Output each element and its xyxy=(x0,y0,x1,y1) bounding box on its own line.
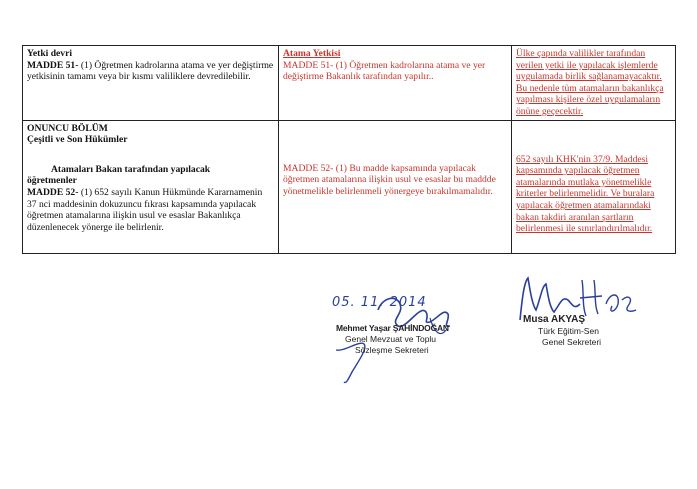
justification-line: kapsamında yapılacak öğretmen xyxy=(516,165,640,177)
signatory-title: Sözleşme Sekreteri xyxy=(355,345,429,355)
article-label: MADDE 51- xyxy=(27,59,79,71)
table-row xyxy=(23,120,676,253)
proposed-text-cell xyxy=(279,46,512,121)
justification-line: verilen yetki ile yapılacak işlemlerde xyxy=(516,59,658,71)
justification-cell xyxy=(512,120,676,253)
justification-line: Ülke çapında valilikler tarafından xyxy=(516,48,646,59)
signatory-name: Musa AKYAŞ xyxy=(523,314,586,325)
justification-line: Bu nedenle tüm atamaların bakanlıkça xyxy=(516,82,664,94)
signature-left-ink xyxy=(330,280,480,390)
proposed-text-cell xyxy=(279,120,512,253)
justification-line: önüne geçecektir. xyxy=(516,105,584,117)
table-row xyxy=(23,46,676,121)
comparison-table xyxy=(22,45,676,254)
article-label: MADDE 52- xyxy=(27,186,79,198)
article-heading: Yetki devri xyxy=(27,48,73,59)
justification-line: atamalarında mutlaka yönetmelikle xyxy=(516,176,652,188)
justification-cell xyxy=(512,46,676,121)
article-body: (1) 652 sayılı Kanun Hükmünde Kararnamenin 37 nci maddesinin dokuzuncu fıkrası kapsamında yapılacak öğretmen atamalarına ilişkin usul ve esaslar Bakanlıkça düzenlenecek yönerge ile belirlenir. xyxy=(27,186,263,233)
signatory-name: Mehmet Yaşar ŞAHİNDOĞAN xyxy=(336,323,449,333)
justification-line: bakan takdiri aranılan şartların xyxy=(516,211,634,223)
justification-line: uygulamada birlik sağlanamayacaktır. xyxy=(516,71,662,83)
article-text xyxy=(27,187,274,233)
justification-line: kriterler belirlenmelidir. Ve buralara xyxy=(516,188,655,200)
justification-line: yapılması kişilere özel uygulamaların xyxy=(516,94,661,106)
proposed-text: MADDE 52- (1) Bu madde kapsamında yapılacak öğretmen atamalarına ilişkin usul ve esaslar bu maddde yönetmelikle belirlenmeli yönergeye bırakılmamalıdır. xyxy=(283,162,496,197)
current-text-cell xyxy=(23,120,279,253)
article-body: (1) Öğretmen kadrolarına atama ve yer değiştirme yetkisinin tamamı veya bir kısmı valiliklere devredilebilir. xyxy=(27,59,274,83)
justification-line: yapılacak öğretmen atamalarındaki xyxy=(516,199,651,211)
signature-date: 05. 11. 2014 xyxy=(332,295,427,310)
subsection-title: Çeşitli ve Son Hükümler xyxy=(27,134,128,146)
article-text xyxy=(27,60,274,83)
article-heading: Atamaları Bakan tarafından yapılacak xyxy=(51,163,211,175)
proposed-text: MADDE 51- (1) Öğretmen kadrolarına atama ve yer değiştirme Bakanlık tarafından yapılır.. xyxy=(283,59,486,83)
signatory-title: Genel Mevzuat ve Toplu xyxy=(345,334,437,344)
justification-line: belirlenmesi ile sınırlandırılmalıdır. xyxy=(516,223,653,235)
article-heading-cont: öğretmenler xyxy=(27,175,77,187)
signatory-title: Türk Eğitim-Sen xyxy=(538,326,599,336)
signature-right-ink xyxy=(510,270,640,330)
justification-line: 652 sayılı KHK'nin 37/9. Maddesi xyxy=(516,153,649,165)
section-title: ONUNCU BÖLÜM xyxy=(27,122,108,134)
proposed-heading: Atama Yetkisi xyxy=(283,48,341,59)
current-text-cell xyxy=(23,46,279,121)
signatory-title: Genel Sekreteri xyxy=(542,337,602,347)
